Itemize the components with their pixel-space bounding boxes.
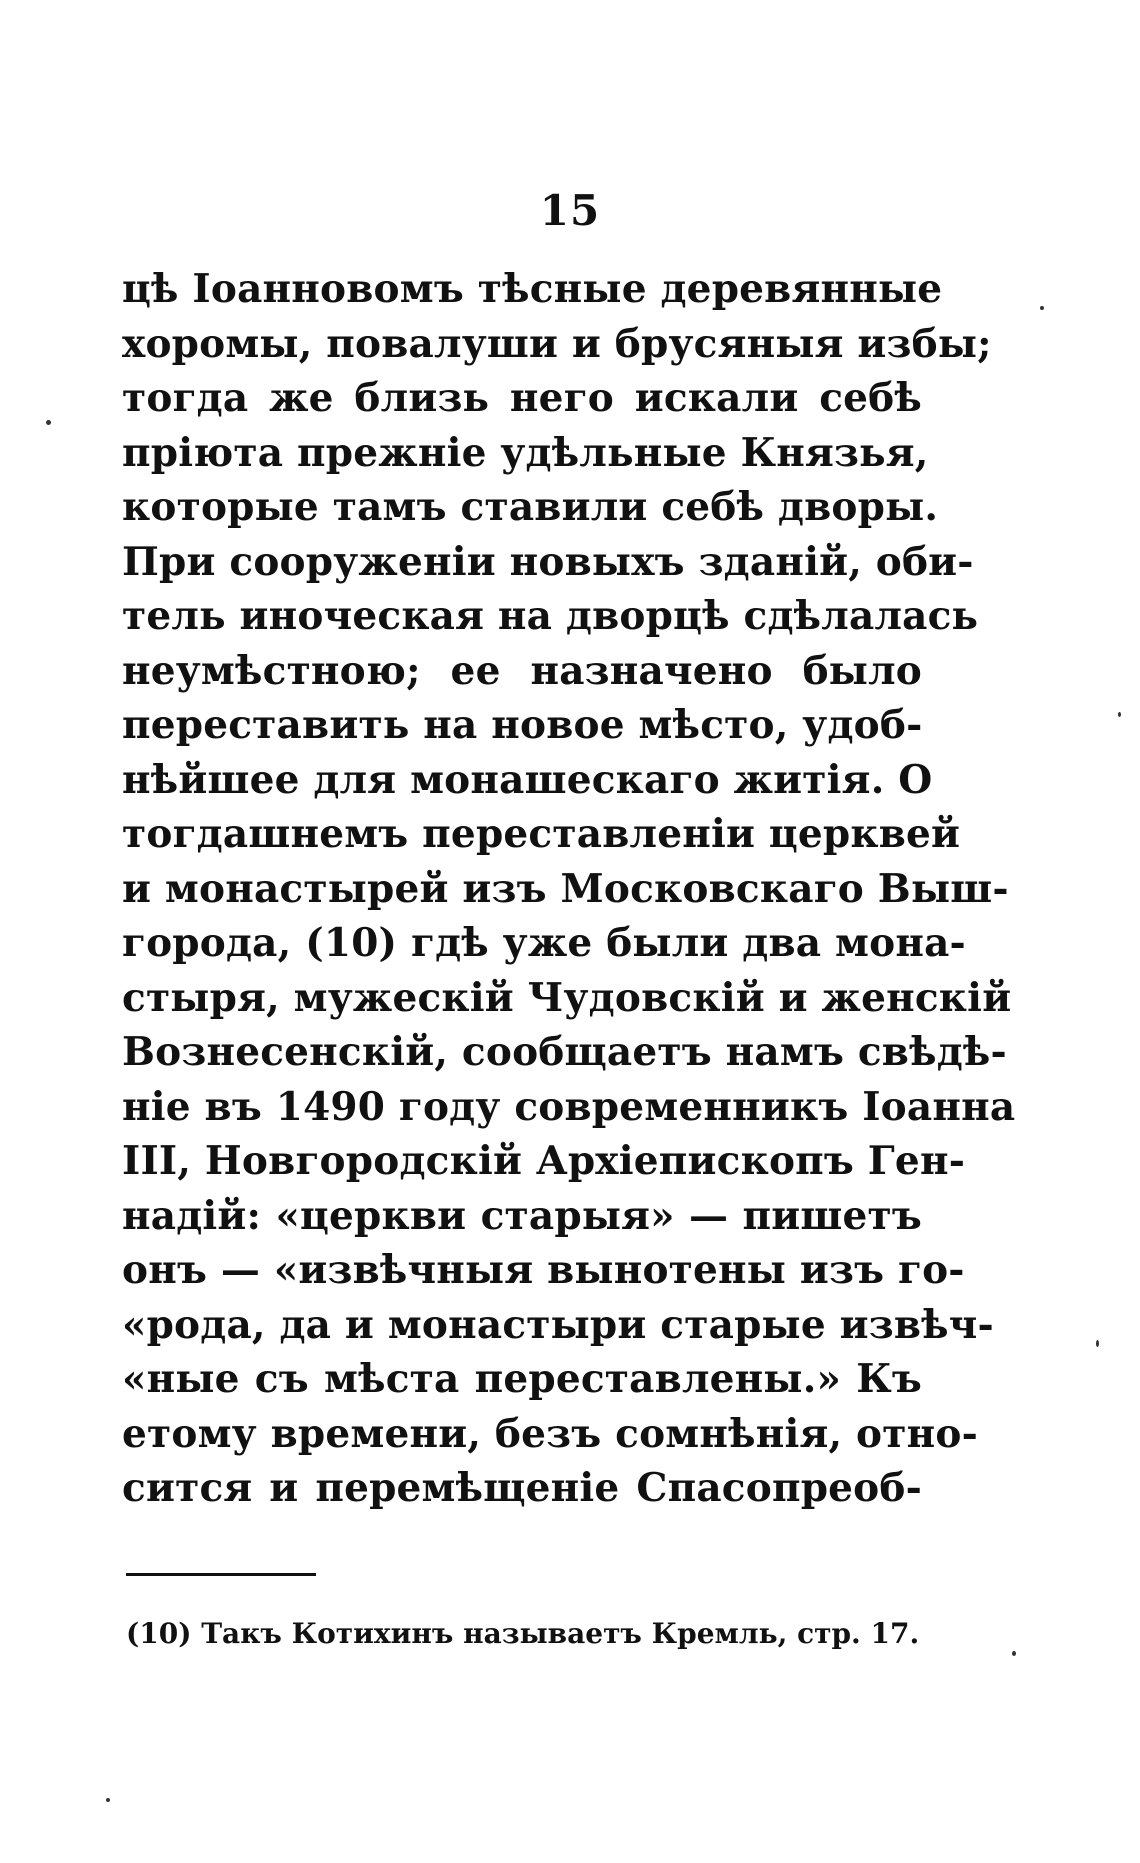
scan-speck [1118,712,1121,717]
text-line: стыря, мужескій Чудовскій и женскій [122,974,1012,1021]
text-line: нѣйшее для монашескаго житія. О [122,756,933,803]
text-line: «ные съ мѣста переставлены.» Къ [122,1356,922,1402]
text-line: ніе въ 1490 году современникъ Іоанна [122,1083,1016,1130]
scan-speck [106,1798,110,1802]
text-line: тель иноческая на дворцѣ сдѣлалась [122,593,979,639]
footnote-divider [126,1573,316,1576]
text-line: Вознесенскій, сообщаетъ намъ свѣдѣ- [122,1029,1007,1075]
text-line: города, (10) гдѣ уже были два мона- [122,920,966,966]
scan-speck [46,420,51,425]
text-line: и монастырей изъ Московскаго Выш- [122,865,1009,912]
scan-speck [1040,306,1044,310]
text-line: тогдашнемъ переставленіи церквей [122,811,961,857]
scan-speck [1096,1340,1099,1347]
text-line: хоромы, повалуши и брусяныя избы; [122,320,992,367]
scan-speck [1012,1651,1016,1656]
text-line: III, Новгородскій Архіепископъ Ген- [122,1138,966,1184]
text-line: переставить на новое мѣсто, удоб- [122,702,923,748]
text-line: тогда же близь него искали себѣ [122,375,922,421]
text-line: надій: «церкви старыя» — пишетъ [122,1192,922,1239]
text-line: пріюта прежніе удѣльные Князья, [122,429,929,476]
text-line: При сооруженіи новыхъ зданій, оби- [122,538,974,585]
text-line: онъ — «извѣчныя вынотены изъ го- [122,1247,965,1293]
page-number: 15 [539,186,601,235]
text-line: «рода, да и монастыри старые извѣч- [122,1301,994,1348]
text-line: неумѣстною; ее назначено было [122,647,922,694]
body-text [122,262,1016,1516]
text-line: цѣ Іоанновомъ тѣсные деревянные [122,266,943,312]
text-line: сится и перемѣщеніе Спасопреоб- [122,1465,922,1511]
text-line: которые тамъ ставили себѣ дворы. [122,484,939,530]
footnote: (10) Такъ Котихинъ называетъ Кремль, стр. 17. [126,1617,920,1650]
text-line: етому времени, безъ сомнѣнія, отно- [122,1410,978,1457]
